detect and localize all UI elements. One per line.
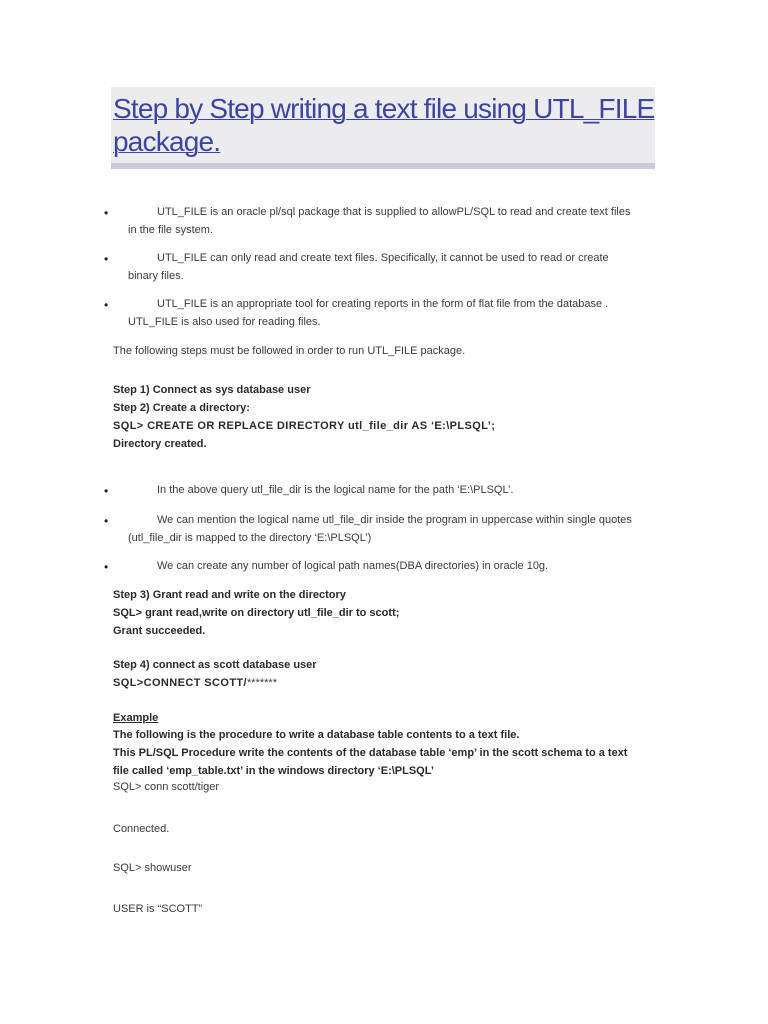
list-item-line: binary files. xyxy=(128,270,184,282)
list-item-line: UTL_FILE is an appropriate tool for creating reports in the form of flat file from the database . xyxy=(157,298,609,310)
session-line: USER is “SCOTT” xyxy=(113,903,203,915)
list-item-line: (utl_file_dir is mapped to the directory ‘E:\PLSQL’) xyxy=(128,532,372,544)
intro-paragraph: The following steps must be followed in order to run UTL_FILE package. xyxy=(113,345,466,357)
example-line: The following is the procedure to write a database table contents to a text file. xyxy=(113,729,520,741)
bullet-icon: • xyxy=(104,514,109,528)
list-item-line: UTL_FILE can only read and create text files. Specifically, it cannot be used to read or create xyxy=(157,252,609,264)
list-item-line: We can mention the logical name utl_file_dir inside the program in uppercase within single quotes xyxy=(157,514,632,526)
list-item-line: UTL_FILE is an oracle pl/sql package that is supplied to allowPL/SQL to read and create text files xyxy=(157,206,631,218)
bullet-icon: • xyxy=(104,206,109,220)
title-block xyxy=(111,87,655,169)
bullet-icon: • xyxy=(104,298,109,312)
sql-command: SQL>CONNECT SCOTT/ xyxy=(113,677,248,689)
example-line: file called ‘emp_table.txt’ in the windows directory ‘E:\PLSQL’ xyxy=(113,765,434,777)
sql-line: SQL> grant read,write on directory utl_file_dir to scott; xyxy=(113,607,400,619)
sql-line: SQL> CREATE OR REPLACE DIRECTORY utl_file_dir AS ‘E:\PLSQL’; xyxy=(113,420,496,432)
page-title: Step by Step writing a text file using UTL_FILE package. xyxy=(113,93,655,157)
sql-result: Grant succeeded. xyxy=(113,625,206,637)
list-item-line: UTL_FILE is also used for reading files. xyxy=(128,316,321,328)
masked-password: ******* xyxy=(247,677,277,689)
session-line: Connected. xyxy=(113,823,170,835)
example-heading: Example xyxy=(113,712,159,724)
step-line: Step 3) Grant read and write on the directory xyxy=(113,589,346,601)
list-item-line: in the file system. xyxy=(128,224,213,236)
step-line: Step 2) Create a directory: xyxy=(113,402,250,414)
step-line: Step 1) Connect as sys database user xyxy=(113,384,311,396)
list-item-line: In the above query utl_file_dir is the logical name for the path ‘E:\PLSQL’. xyxy=(157,484,514,496)
example-line: This PL/SQL Procedure write the contents of the database table ‘emp’ in the scott schema to a text xyxy=(113,747,628,759)
session-line: SQL> conn scott/tiger xyxy=(113,781,220,793)
bullet-icon: • xyxy=(104,252,109,266)
sql-result: Directory created. xyxy=(113,438,207,450)
bullet-icon: • xyxy=(104,560,109,574)
bullet-icon: • xyxy=(104,484,109,498)
sql-line xyxy=(113,675,277,692)
list-item-line: We can create any number of logical path names(DBA directories) in oracle 10g. xyxy=(157,560,549,572)
step-line: Step 4) connect as scott database user xyxy=(113,659,317,671)
session-line: SQL> showuser xyxy=(113,862,192,874)
